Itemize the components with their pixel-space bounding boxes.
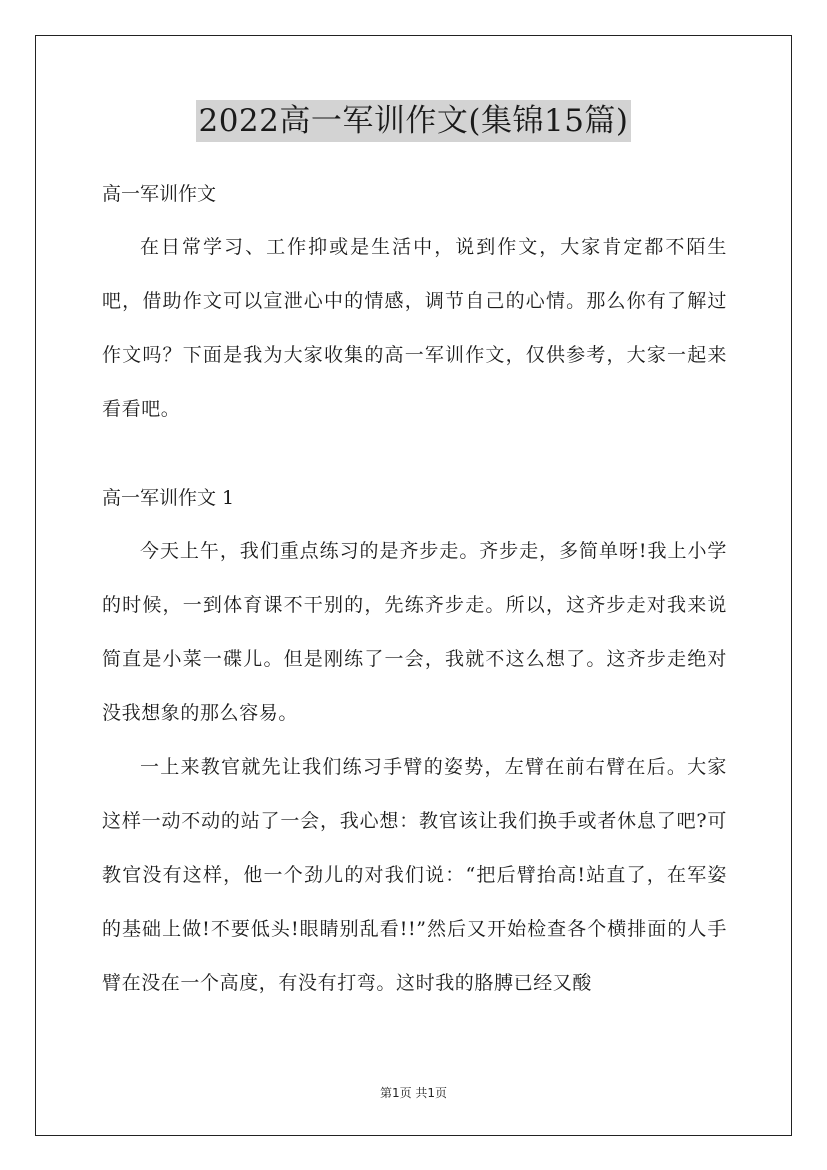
document-body: [102, 172, 727, 1010]
body-paragraph: 今天上午，我们重点练习的是齐步走。齐步走，多简单呀!我上小学的时候，一到体育课不干别的，先练齐步走。所以，这齐步走对我来说简直是小菜一碟儿。但是刚练了一会，我就不这么想了。这齐步走绝对没我想象的那么容易。: [102, 540, 727, 724]
intro-paragraph: 在日常学习、工作抑或是生活中，说到作文，大家肯定都不陌生吧，借助作文可以宣泄心中的情感，调节自己的心情。那么你有了解过作文吗？下面是我为大家收集的高一军训作文，仅供参考，大家一起来看看吧。: [102, 236, 727, 420]
intro-heading: 高一军训作文: [102, 183, 217, 205]
document-title: 2022高一军训作文(集锦15篇): [196, 100, 630, 142]
page-footer: 第1页 共1页: [379, 1086, 448, 1100]
body-paragraph: 一上来教官就先让我们练习手臂的姿势，左臂在前右臂在后。大家这样一动不动的站了一会，我心想：教官该让我们换手或者休息了吧?可教官没有这样，他一个劲儿的对我们说：“把后臂抬高!站直了，在军姿的基础上做!不要低头!眼睛别乱看!!”然后又开始检查各个横排面的人手臂在没在一个高度，有没有打弯。这时我的胳膊已经又酸: [102, 756, 727, 994]
section-heading: 高一军训作文 1: [102, 487, 235, 509]
